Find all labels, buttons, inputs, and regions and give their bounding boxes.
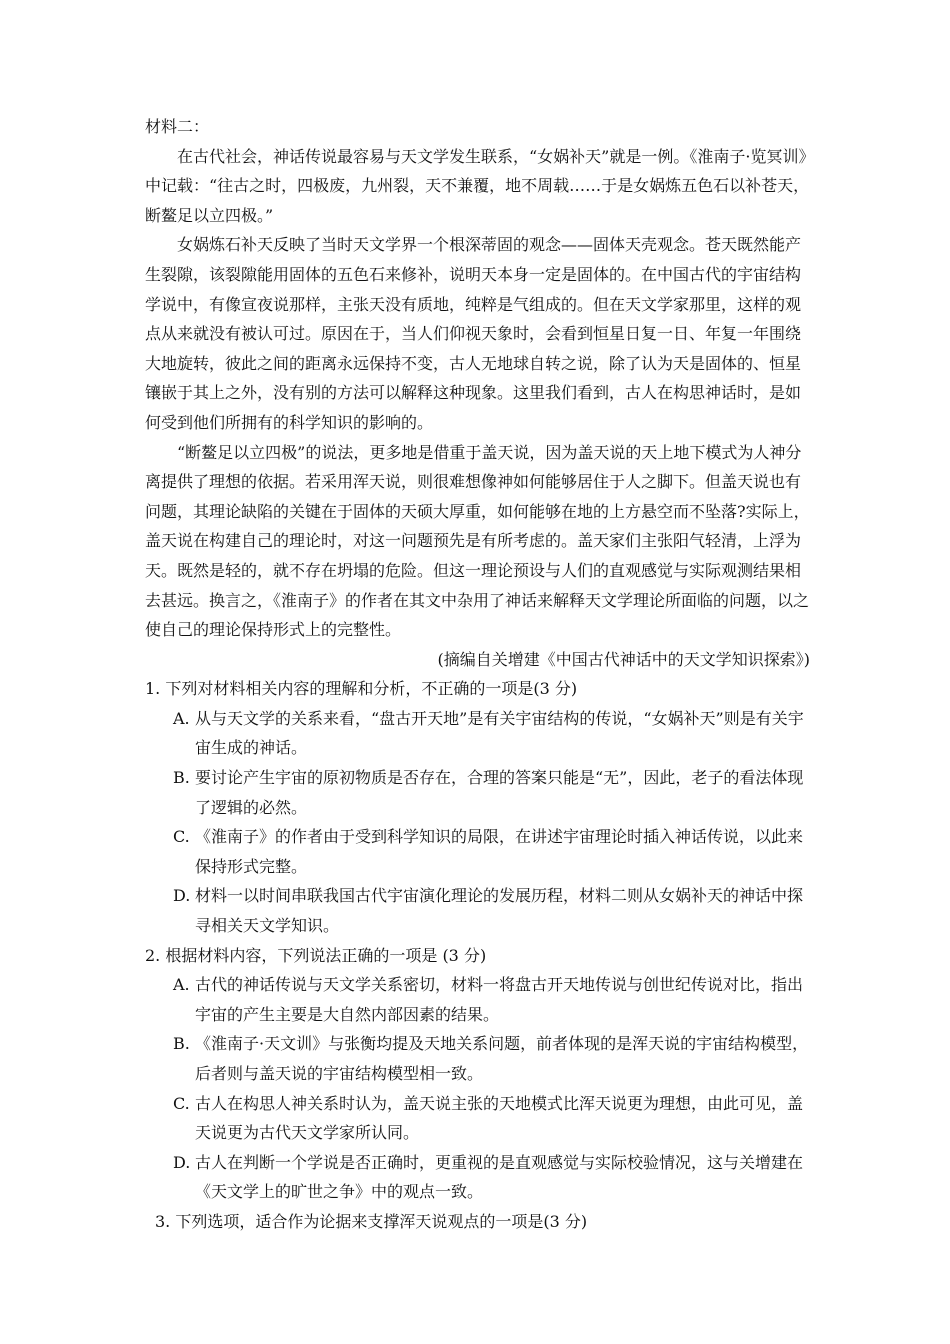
option-text: 古人在构思人神关系时认为，盖天说主张的天地模式比浑天说更为理想，由此可见，盖天说更为古代天文学家所认同。: [195, 1093, 804, 1143]
option-letter: B.: [173, 768, 190, 788]
option-letter: A.: [173, 975, 190, 995]
material-source: (摘编自关增建《中国古代神话中的天文学知识探索》): [437, 649, 810, 669]
question-2-stem: 2. 根据材料内容，下列说法正确的一项是 (3 分): [145, 945, 487, 965]
question-2-option-a: [145, 970, 810, 1029]
document-page: [145, 112, 810, 1237]
option-text: 要讨论产生宇宙的原初物质是否存在，合理的答案只能是“无”，因此，老子的看法体现了逻辑的必然。: [195, 768, 804, 817]
material-heading: 材料二：: [145, 117, 210, 136]
option-letter: C.: [173, 827, 190, 847]
material-paragraph-3: “断鳌足以立四极”的说法，更多地是借重于盖天说，因为盖天说的天上地下模式为人神分离提供了理想的依据。若采用浑天说，则很难想像神如何能够居住于人之脚下。但盖天说也有问题，其理论缺陷的关键在于固体的天硕大厚重，如何能够在地的上方悬空而不坠落?实际上，盖天说在构建自己的理论时，对这一问题预先是有所考虑的。盖天家们主张阳气轻清，上浮为天。既然是轻的，就不存在坍塌的危险。但这一理论预设与人们的直观感觉与实际观测结果相去甚远。换言之，《淮南子》的作者在其文中杂用了神话来解释天文学理论所面临的问题，以之使自己的理论保持形式上的完整性。: [145, 442, 810, 640]
question-1-option-b: [145, 763, 810, 822]
question-2-option-d: [145, 1148, 810, 1207]
option-letter: B.: [173, 1034, 190, 1054]
question-1-option-c: [145, 822, 810, 881]
question-2-option-b: [145, 1029, 810, 1088]
question-1-option-a: [145, 704, 810, 763]
option-letter: A.: [173, 708, 190, 728]
option-text: 材料一以时间串联我国古代宇宙演化理论的发展历程，材料二则从女娲补天的神话中探寻相关天文学知识。: [195, 886, 804, 936]
question-3-stem: 3. 下列选项，适合作为论据来支撑浑天说观点的一项是(3 分): [155, 1211, 588, 1231]
option-text: 从与天文学的关系来看，“盘古开天地”是有关宇宙结构的传说，“女娲补天”则是有关宇宙生成的神话。: [195, 708, 804, 758]
material-paragraph-2: 女娲炼石补天反映了当时天文学界一个根深蒂固的观念——固体天壳观念。苍天既然能产生裂隙，该裂隙能用固体的五色石来修补，说明天本身一定是固体的。在中国古代的宇宙结构学说中，有像宣夜说那样，主张天没有质地，纯粹是气组成的。但在天文学家那里，这样的观点从来就没有被认可过。原因在于，当人们仰视天象时，会看到恒星日复一日、年复一年围绕大地旋转，彼此之间的距离永远保持不变，古人无地球自转之说，除了认为天是固体的、恒星镶嵌于其上之外，没有别的方法可以解释这种现象。这里我们看到，古人在构思神话时，是如何受到他们所拥有的科学知识的影响的。: [145, 235, 802, 432]
option-letter: D.: [173, 886, 191, 906]
question-1-stem: 1. 下列对材料相关内容的理解和分析，不正确的一项是(3 分): [145, 679, 578, 699]
option-text: 《淮南子·天文训》与张衡均提及天地关系问题，前者体现的是浑天说的宇宙结构模型，后者则与盖天说的宇宙结构模型相一致。: [195, 1034, 809, 1083]
option-letter: C.: [173, 1093, 190, 1113]
material-paragraph-1: 在古代社会，神话传说最容易与天文学发生联系，“女娲补天”就是一例。《淮南子·览冥训》中记载：“往古之时，四极废，九州裂，天不兼覆，地不周载……于是女娲炼五色石以补苍天，断鳌足以立四极。”: [145, 146, 810, 225]
question-1-option-d: [145, 881, 810, 940]
option-text: 《淮南子》的作者由于受到科学知识的局限，在讲述宇宙理论时插入神话传说，以此来保持形式完整。: [195, 827, 804, 876]
option-letter: D.: [173, 1152, 191, 1172]
option-text: 古人在判断一个学说是否正确时，更重视的是直观感觉与实际校验情况，这与关增建在《天文学上的旷世之争》中的观点一致。: [195, 1152, 804, 1202]
option-text: 古代的神话传说与天文学关系密切，材料一将盘古开天地传说与创世纪传说对比，指出宇宙的产生主要是大自然内部因素的结果。: [195, 975, 804, 1024]
question-2-option-c: [145, 1089, 810, 1148]
